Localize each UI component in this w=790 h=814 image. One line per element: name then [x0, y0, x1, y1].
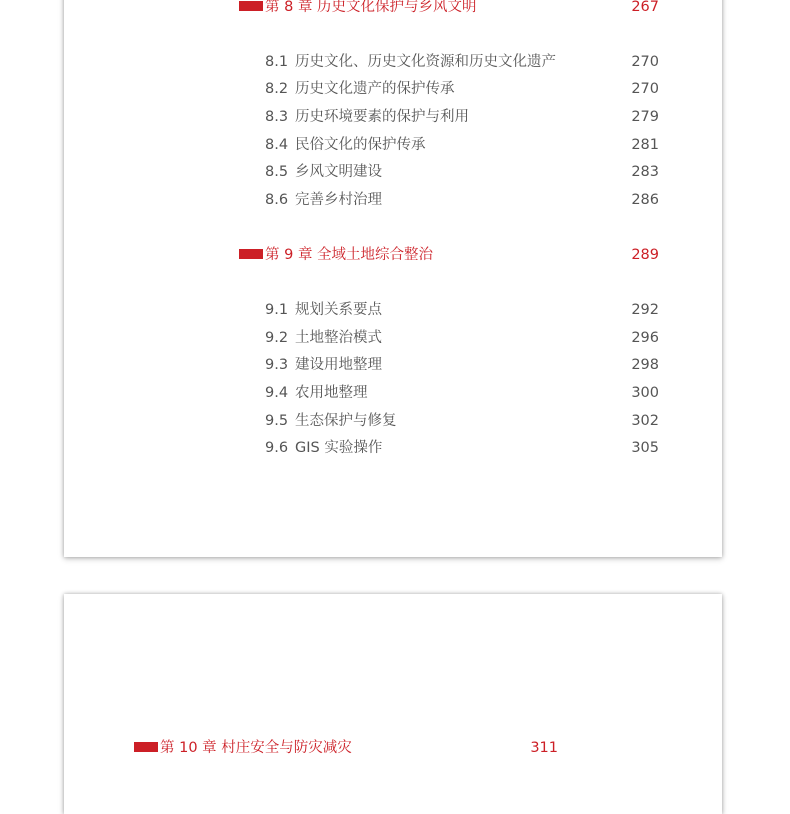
section-number: 9.1: [265, 302, 289, 318]
section-title: 乡风文明建设: [295, 164, 382, 180]
section-title: 土地整治模式: [295, 330, 382, 346]
chapter-marker: [239, 249, 263, 259]
section-title: 历史文化遗产的保护传承: [295, 81, 455, 97]
section-page-number: 279: [631, 109, 659, 125]
toc-entry[interactable]: [64, 437, 722, 459]
chapter-page-number: 311: [530, 740, 558, 756]
chapter-title: 第 10 章 村庄安全与防灾减灾: [160, 740, 352, 756]
section-page-number: 281: [631, 137, 659, 153]
section-number: 8.5: [265, 164, 289, 180]
toc-entry[interactable]: [64, 106, 722, 128]
section-number: 8.2: [265, 81, 289, 97]
chapter-heading[interactable]: [64, 737, 722, 759]
toc-entry[interactable]: [64, 51, 722, 73]
toc-entry[interactable]: [64, 299, 722, 321]
toc-entry[interactable]: [64, 382, 722, 404]
section-page-number: 296: [631, 330, 659, 346]
section-title: 生态保护与修复: [295, 413, 397, 429]
toc-entry[interactable]: [64, 354, 722, 376]
chapter-title: 第 8 章 历史文化保护与乡风文明: [265, 0, 477, 15]
section-title: 农用地整理: [295, 385, 368, 401]
chapter-page-number: 289: [631, 247, 659, 263]
section-title: 历史环境要素的保护与利用: [295, 109, 469, 125]
toc-page: [64, 0, 722, 557]
section-title: 历史文化、历史文化资源和历史文化遗产: [295, 54, 556, 70]
chapter-heading[interactable]: [64, 0, 722, 18]
section-page-number: 292: [631, 302, 659, 318]
section-number: 9.6: [265, 440, 289, 456]
section-page-number: 298: [631, 357, 659, 373]
section-title: 民俗文化的保护传承: [295, 137, 426, 153]
section-number: 9.2: [265, 330, 289, 346]
section-title: 规划关系要点: [295, 302, 382, 318]
section-number: 9.5: [265, 413, 289, 429]
section-title: 完善乡村治理: [295, 192, 382, 208]
section-page-number: 302: [631, 413, 659, 429]
chapter-heading[interactable]: [64, 244, 722, 266]
toc-entry[interactable]: [64, 189, 722, 211]
chapter-marker: [134, 742, 158, 752]
section-number: 9.4: [265, 385, 289, 401]
section-number: 8.6: [265, 192, 289, 208]
toc-entry[interactable]: [64, 161, 722, 183]
section-page-number: 300: [631, 385, 659, 401]
section-number: 8.3: [265, 109, 289, 125]
section-page-number: 270: [631, 81, 659, 97]
chapter-marker: [239, 1, 263, 11]
section-page-number: 305: [631, 440, 659, 456]
toc-entry[interactable]: [64, 78, 722, 100]
section-page-number: 270: [631, 54, 659, 70]
section-title: 建设用地整理: [295, 357, 382, 373]
section-title: GIS 实验操作: [295, 440, 383, 456]
toc-entry[interactable]: [64, 134, 722, 156]
toc-page: [64, 594, 722, 814]
toc-entry[interactable]: [64, 327, 722, 349]
section-page-number: 283: [631, 164, 659, 180]
section-number: 8.1: [265, 54, 289, 70]
chapter-title: 第 9 章 全域土地综合整治: [265, 247, 434, 263]
section-page-number: 286: [631, 192, 659, 208]
section-number: 9.3: [265, 357, 289, 373]
chapter-page-number: 267: [631, 0, 659, 15]
toc-entry[interactable]: [64, 410, 722, 432]
section-number: 8.4: [265, 137, 289, 153]
